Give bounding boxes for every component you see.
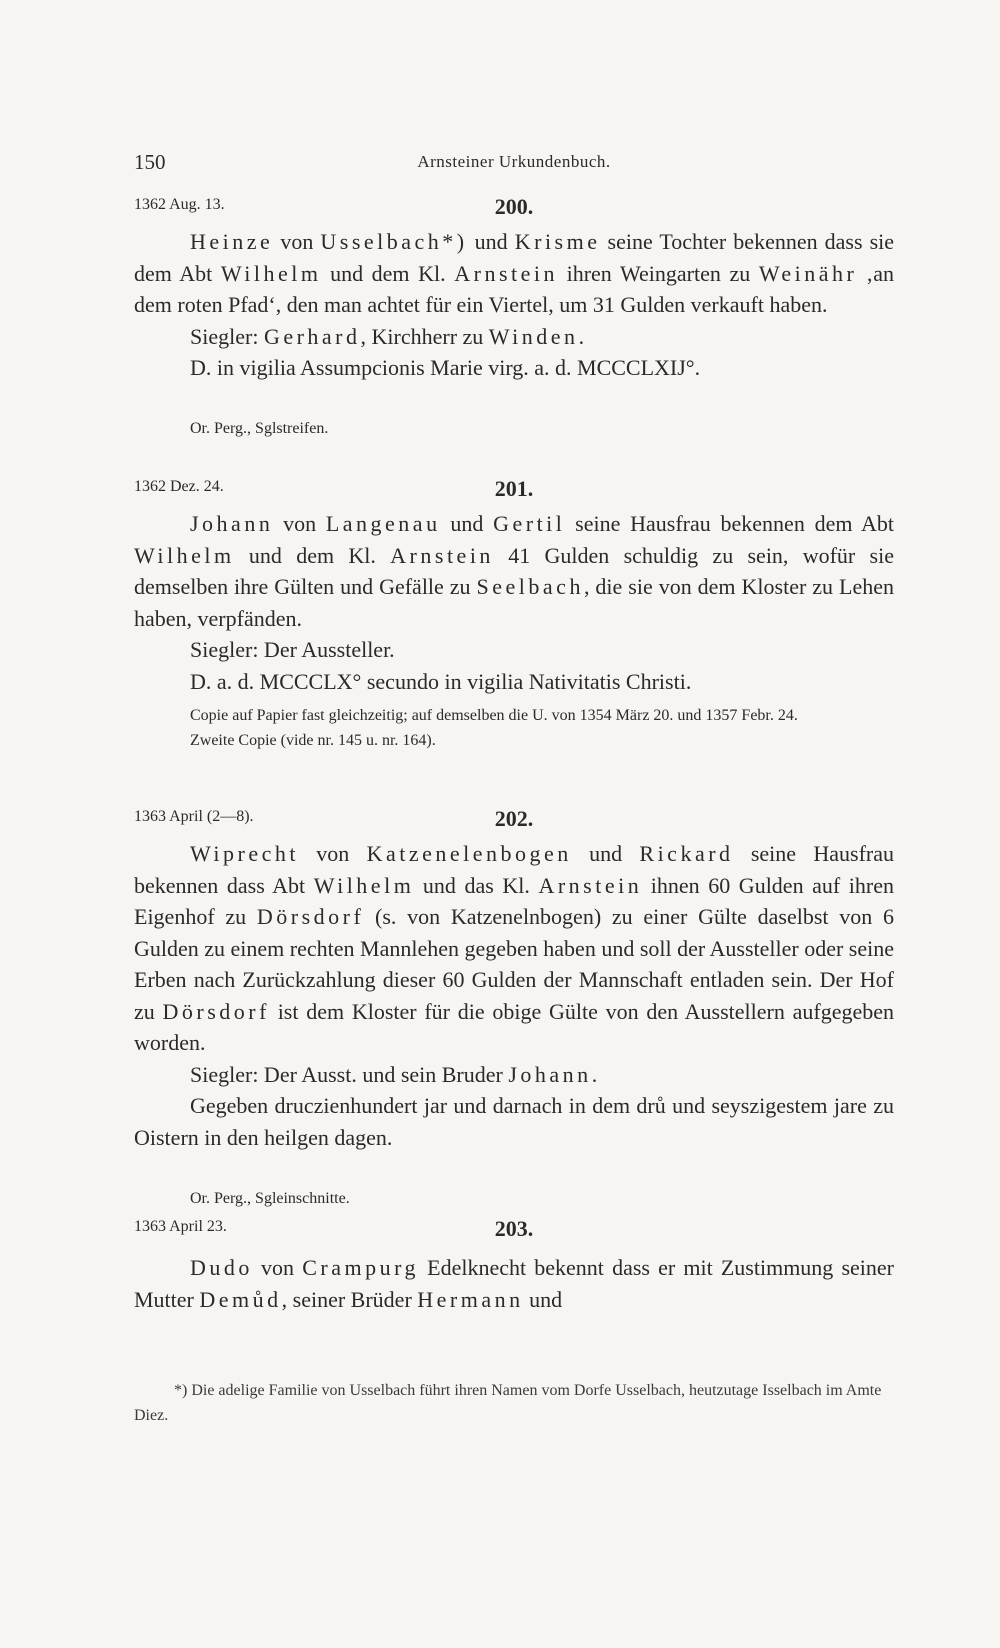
- entry-date: 1362 Dez. 24.: [134, 478, 224, 495]
- entry-paragraph: Dudo von Crampurg Edelknecht bekennt dass er mit Zustimmung seiner Mutter Demůd, seiner Brüder Hermann und: [134, 1255, 894, 1312]
- sealer-line: Siegler: Der Ausst. und sein Bruder Johann.: [190, 1061, 598, 1087]
- dating-line: Gegeben druczienhundert jar und darnach in dem drů und seyszigestem jare zu Oistern in den heilgen dagen.: [134, 1093, 894, 1150]
- entry-number: 202.: [494, 806, 534, 831]
- entry-number: 201.: [494, 476, 534, 501]
- entry-paragraph: Johann von Langenau und Gertil seine Hausfrau bekennen dem Abt Wilhelm und dem Kl. Arnstein 41 Gulden schuldig zu sein, wofür sie demselben ihre Gülten und Gefälle zu Seelbach, die sie von dem Kloster zu Lehen haben, verpfänden.: [134, 511, 894, 631]
- page-header: [134, 150, 894, 180]
- source-note: Or. Perg., Sglstreifen.: [190, 420, 329, 437]
- page-number: 150: [134, 150, 166, 174]
- dating-line: D. a. d. MCCCLX° secundo in vigilia Nativitatis Christi.: [190, 668, 692, 694]
- entry-date: 1363 April 23.: [134, 1218, 227, 1235]
- dating-line: D. in vigilia Assumpcionis Marie virg. a. d. MCCCLXIJ°.: [190, 355, 701, 380]
- source-note: Copie auf Papier fast gleichzeitig; auf demselben die U. von 1354 März 20. und 1357 Febr. 24. Zweite Copie (vide nr. 145 u. nr. 164).: [190, 707, 798, 749]
- footnote: *) Die adelige Familie von Usselbach führt ihren Namen vom Dorfe Usselbach, heutzutage Isselbach im Amte Diez.: [134, 1382, 882, 1424]
- entry-date: 1362 Aug. 13.: [134, 196, 225, 213]
- entry-date: 1363 April (2—8).: [134, 808, 254, 825]
- running-title: Arnsteiner Urkundenbuch.: [417, 152, 611, 171]
- entry-paragraph: Wiprecht von Katzenelenbogen und Rickard seine Hausfrau bekennen dass Abt Wilhelm und das Kl. Arnstein ihnen 60 Gulden auf ihren Eigenhof zu Dörsdorf (s. von Katzenelnbogen) zu einer Gülte daselbst von 6 Gulden zu einem rechten Mannlehen gegeben haben und soll der Aussteller oder seine Erben nach Zurückzahlung dieser 60 Gulden der Mannschaft entladen sein. Der Hof zu Dörsdorf ist dem Kloster für die obige Gülte von den Ausstellern aufgegeben worden.: [134, 841, 895, 1055]
- source-note: Or. Perg., Sgleinschnitte.: [190, 1190, 350, 1207]
- entry-text: [134, 838, 894, 1153]
- entry-number: 200.: [494, 194, 534, 219]
- entry-paragraph: Heinze von Usselbach*) und Krisme seine Tochter bekennen dass sie dem Abt Wilhelm und dem Kl. Arnstein ihren Weingarten zu Weinähr ‚an dem roten Pfad‘, den man achtet für ein Viertel, um 31 Gulden verkauft haben.: [134, 229, 895, 317]
- entry-text: [134, 1252, 894, 1315]
- entry-number: 203.: [494, 1216, 534, 1241]
- entry-text: [134, 226, 894, 384]
- sealer-line: Siegler: Der Aussteller.: [190, 637, 395, 662]
- sealer-line: Siegler: Gerhard, Kirchherr zu Winden.: [190, 323, 585, 349]
- entry-text: [134, 508, 894, 697]
